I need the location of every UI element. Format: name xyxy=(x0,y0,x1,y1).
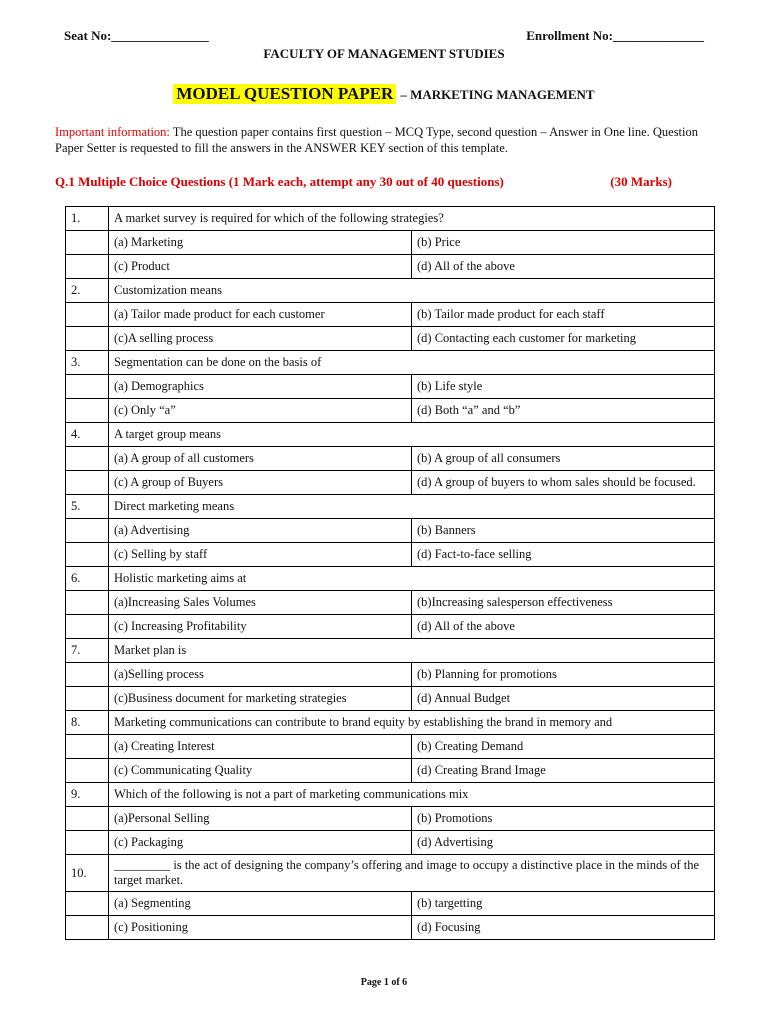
blank-cell xyxy=(66,807,109,831)
question-row xyxy=(66,351,715,375)
blank-cell xyxy=(66,831,109,855)
question-row xyxy=(66,639,715,663)
option-a: (a)Selling process xyxy=(109,663,412,687)
options-row xyxy=(66,303,715,327)
question-number: 5. xyxy=(66,495,109,519)
options-row xyxy=(66,663,715,687)
option-c: (c) Increasing Profitability xyxy=(109,615,412,639)
option-d: (d) Focusing xyxy=(412,916,715,940)
option-d: (d) All of the above xyxy=(412,615,715,639)
question-row xyxy=(66,423,715,447)
enrollment-no: Enrollment No:______________ xyxy=(526,28,704,43)
blank-cell xyxy=(66,255,109,279)
option-a: (a) Demographics xyxy=(109,375,412,399)
option-b: (b)Increasing salesperson effectiveness xyxy=(412,591,715,615)
blank-cell xyxy=(66,663,109,687)
option-a: (a) A group of all customers xyxy=(109,447,412,471)
blank-cell xyxy=(66,303,109,327)
option-c: (c)Business document for marketing strategies xyxy=(109,687,412,711)
question-text: Holistic marketing aims at xyxy=(109,567,715,591)
section-heading: Q.1 Multiple Choice Questions (1 Mark each, attempt any 30 out of 40 questions) xyxy=(55,174,504,189)
option-a: (a)Personal Selling xyxy=(109,807,412,831)
option-b: (b) Banners xyxy=(412,519,715,543)
question-row xyxy=(66,207,715,231)
option-b: (b) Creating Demand xyxy=(412,735,715,759)
question-text: A target group means xyxy=(109,423,715,447)
option-c: (c)A selling process xyxy=(109,327,412,351)
option-a: (a) Segmenting xyxy=(109,892,412,916)
option-d: (d) Creating Brand Image xyxy=(412,759,715,783)
blank-cell xyxy=(66,471,109,495)
blank-cell xyxy=(66,375,109,399)
blank-cell xyxy=(66,543,109,567)
blank-cell xyxy=(66,591,109,615)
options-row xyxy=(66,831,715,855)
option-a: (a)Increasing Sales Volumes xyxy=(109,591,412,615)
question-row xyxy=(66,279,715,303)
option-a: (a) Tailor made product for each customer xyxy=(109,303,412,327)
title-line xyxy=(0,84,768,104)
paper-title: MODEL QUESTION PAPER xyxy=(173,84,396,104)
blank-cell xyxy=(66,399,109,423)
option-b: (b) A group of all consumers xyxy=(412,447,715,471)
options-row xyxy=(66,231,715,255)
question-number: 7. xyxy=(66,639,109,663)
question-row xyxy=(66,855,715,892)
options-row xyxy=(66,543,715,567)
options-row xyxy=(66,399,715,423)
blank-cell xyxy=(66,687,109,711)
page-number: Page 1 of 6 xyxy=(360,977,408,988)
blank-cell xyxy=(66,916,109,940)
question-text: Market plan is xyxy=(109,639,715,663)
question-text: Which of the following is not a part of marketing communications mix xyxy=(109,783,715,807)
options-row xyxy=(66,447,715,471)
option-a: (a) Creating Interest xyxy=(109,735,412,759)
options-row xyxy=(66,591,715,615)
question-row xyxy=(66,495,715,519)
question-number: 1. xyxy=(66,207,109,231)
option-b: (b) Price xyxy=(412,231,715,255)
blank-cell xyxy=(66,615,109,639)
option-c: (c) Product xyxy=(109,255,412,279)
blank-cell xyxy=(66,231,109,255)
blank-cell xyxy=(66,447,109,471)
option-b: (b) Life style xyxy=(412,375,715,399)
option-c: (c) Only “a” xyxy=(109,399,412,423)
question-row xyxy=(66,567,715,591)
option-d: (d) A group of buyers to whom sales should be focused. xyxy=(412,471,715,495)
paper-subject: – MARKETING MANAGEMENT xyxy=(400,87,595,102)
question-row xyxy=(66,711,715,735)
question-text: Marketing communications can contribute to brand equity by establishing the brand in memory and xyxy=(109,711,715,735)
option-c: (c) Communicating Quality xyxy=(109,759,412,783)
question-text: Segmentation can be done on the basis of xyxy=(109,351,715,375)
question-text: Direct marketing means xyxy=(109,495,715,519)
mcq-table xyxy=(65,206,715,940)
question-number: 9. xyxy=(66,783,109,807)
option-c: (c) Selling by staff xyxy=(109,543,412,567)
question-number: 2. xyxy=(66,279,109,303)
options-row xyxy=(66,471,715,495)
option-d: (d) Advertising xyxy=(412,831,715,855)
section-marks: (30 Marks) xyxy=(610,174,672,189)
option-b: (b) Promotions xyxy=(412,807,715,831)
blank-cell xyxy=(66,735,109,759)
faculty-name: FACULTY OF MANAGEMENT STUDIES xyxy=(263,46,505,61)
options-row xyxy=(66,375,715,399)
options-row xyxy=(66,892,715,916)
options-row xyxy=(66,735,715,759)
important-information xyxy=(55,124,725,156)
blank-cell xyxy=(66,327,109,351)
info-label: Important information: xyxy=(55,125,170,139)
option-d: (d) Fact-to-face selling xyxy=(412,543,715,567)
option-c: (c) A group of Buyers xyxy=(109,471,412,495)
option-c: (c) Packaging xyxy=(109,831,412,855)
question-row xyxy=(66,783,715,807)
question-text: Customization means xyxy=(109,279,715,303)
blank-cell xyxy=(66,519,109,543)
question-number: 6. xyxy=(66,567,109,591)
blank-cell xyxy=(66,759,109,783)
option-c: (c) Positioning xyxy=(109,916,412,940)
option-b: (b) Planning for promotions xyxy=(412,663,715,687)
header-row xyxy=(64,28,704,46)
option-d: (d) Annual Budget xyxy=(412,687,715,711)
options-row xyxy=(66,615,715,639)
info-text: The question paper contains first question – MCQ Type, second question – Answer in One line. Question Paper Setter is requested to fill the answers in the ANSWER KEY section of this template. xyxy=(55,125,699,155)
option-b: (b) Tailor made product for each staff xyxy=(412,303,715,327)
option-d: (d) All of the above xyxy=(412,255,715,279)
option-d: (d) Contacting each customer for marketing xyxy=(412,327,715,351)
options-row xyxy=(66,807,715,831)
question-text: A market survey is required for which of the following strategies? xyxy=(109,207,715,231)
options-row xyxy=(66,327,715,351)
blank-cell xyxy=(66,892,109,916)
option-d: (d) Both “a” and “b” xyxy=(412,399,715,423)
question-text: _________ is the act of designing the company’s offering and image to occupy a distinctive place in the minds of the target market. xyxy=(109,855,715,892)
question-number: 3. xyxy=(66,351,109,375)
options-row xyxy=(66,759,715,783)
options-row xyxy=(66,687,715,711)
option-a: (a) Advertising xyxy=(109,519,412,543)
seat-no: Seat No:_______________ xyxy=(64,28,209,43)
question-number: 10. xyxy=(66,855,109,892)
question-number: 4. xyxy=(66,423,109,447)
options-row xyxy=(66,519,715,543)
option-b: (b) targetting xyxy=(412,892,715,916)
option-a: (a) Marketing xyxy=(109,231,412,255)
options-row xyxy=(66,916,715,940)
question-number: 8. xyxy=(66,711,109,735)
options-row xyxy=(66,255,715,279)
